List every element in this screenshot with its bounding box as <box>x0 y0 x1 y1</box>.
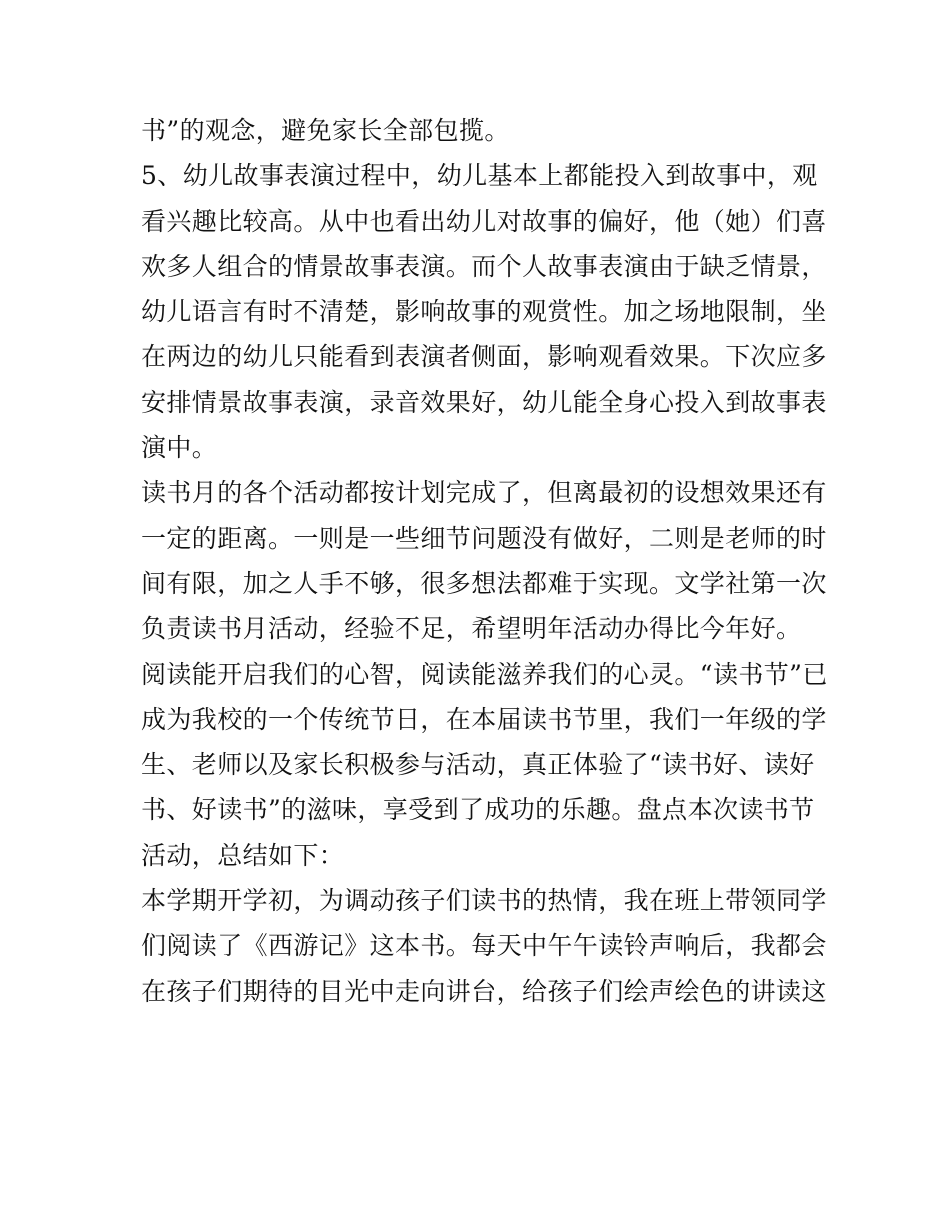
text-line-2: 5、幼儿故事表演过程中，幼儿基本上都能投入到故事中，观 <box>141 161 818 191</box>
text-line-5: 幼儿语言有时不清楚，影响故事的观赏性。加之场地限制，坐 <box>141 297 827 327</box>
text-line-12: 负责读书月活动，经验不足，希望明年活动办得比今年好。 <box>141 614 802 644</box>
text-line-10: 一定的距离。一则是一些细节问题没有做好，二则是老师的时 <box>141 523 827 553</box>
text-line-19: 们阅读了《西游记》这本书。每天中午午读铃声响后，我都会 <box>141 931 827 961</box>
text-line-14: 成为我校的一个传统节日，在本届读书节里，我们一年级的学 <box>141 704 827 734</box>
text-line-13: 阅读能开启我们的心智，阅读能滋养我们的心灵。“读书节”已 <box>141 659 828 689</box>
document-body <box>141 108 828 1014</box>
text-line-17: 活动，总结如下： <box>141 840 345 870</box>
text-line-9: 读书月的各个活动都按计划完成了，但离最初的设想效果还有 <box>141 478 827 508</box>
text-line-15: 生、老师以及家长积极参与活动，真正体验了“读书好、读好 <box>141 750 815 780</box>
text-line-1: 书”的观念，避免家长全部包揽。 <box>141 116 510 145</box>
text-line-16: 书、好读书”的滋味，享受到了成功的乐趣。盘点本次读书节 <box>141 795 815 825</box>
text-line-18: 本学期开学初，为调动孩子们读书的热情，我在班上带领同学 <box>141 886 827 916</box>
text-line-3: 看兴趣比较高。从中也看出幼儿对故事的偏好，他（她）们喜 <box>141 206 827 236</box>
text-line-6: 在两边的幼儿只能看到表演者侧面，影响观看效果。下次应多 <box>141 342 827 372</box>
text-line-4: 欢多人组合的情景故事表演。而个人故事表演由于缺乏情景， <box>141 251 827 281</box>
text-line-20: 在孩子们期待的目光中走向讲台，给孩子们绘声绘色的讲读这 <box>141 976 827 1006</box>
text-line-7: 安排情景故事表演，录音效果好，幼儿能全身心投入到故事表 <box>141 387 827 417</box>
text-line-11: 间有限，加之人手不够，很多想法都难于实现。文学社第一次 <box>141 568 827 598</box>
text-line-8: 演中。 <box>141 433 218 463</box>
